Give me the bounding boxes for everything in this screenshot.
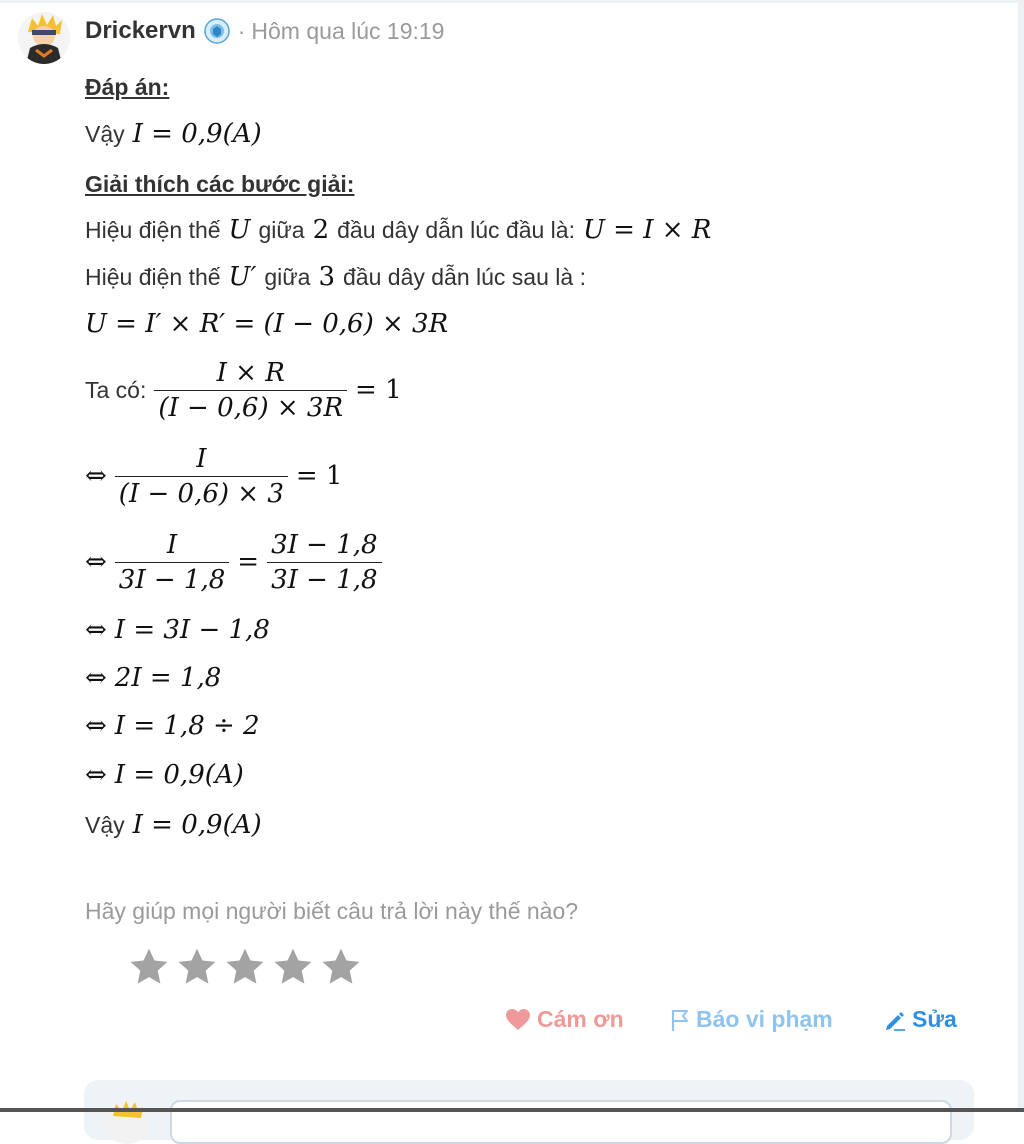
author-name[interactable]: Drickervn	[85, 17, 196, 44]
line1-text-c: đầu dây dẫn lúc đầu là:	[337, 216, 575, 243]
step-1: I = 3I − 1,8	[114, 615, 270, 645]
post-timestamp: Hôm qua lúc 19:19	[251, 17, 445, 44]
answer-prefix: Vậy	[85, 120, 125, 147]
post-header	[85, 14, 444, 48]
star-icon-3[interactable]	[224, 946, 266, 988]
line2-text-b: giữa	[264, 263, 311, 290]
top-border	[0, 0, 1024, 3]
math-expand: U = I′ × R′ = (I − 0,6) × 3R	[85, 309, 449, 339]
rank-badge-icon	[204, 18, 230, 44]
explain-line-1	[85, 212, 711, 248]
star-icon-1[interactable]	[128, 946, 170, 988]
heart-icon	[505, 1008, 531, 1032]
math-U: U	[228, 215, 251, 245]
star-icon-5[interactable]	[320, 946, 362, 988]
right-border	[1018, 0, 1024, 1112]
final-math: I = 0,9(A)	[132, 810, 262, 840]
explain-line-4	[85, 350, 402, 430]
author-avatar[interactable]	[18, 12, 70, 64]
answer-math: I = 0,9(A)	[132, 119, 262, 149]
math-two: 2	[312, 215, 330, 245]
fraction-3-left-numerator: I	[166, 529, 178, 560]
explain-heading: Giải thích các bước giải:	[85, 170, 355, 197]
fraction-1-denominator: (I − 0,6) × 3R	[154, 390, 347, 423]
taco-label: Ta có:	[85, 376, 147, 403]
meta-separator: ·	[237, 17, 246, 44]
bottom-edge	[0, 1108, 1024, 1112]
iff-symbol: ⇔	[85, 461, 107, 491]
edit-label: Sửa	[912, 1006, 957, 1032]
step-4: I = 0,9(A)	[114, 760, 244, 790]
report-label: Báo vi phạm	[696, 1006, 833, 1032]
fraction-3-right	[267, 530, 381, 595]
equals-sign: =	[237, 547, 260, 577]
line1-text-a: Hiệu điện thế	[85, 216, 221, 243]
thanks-label: Cám ơn	[537, 1006, 624, 1032]
star-icon-2[interactable]	[176, 946, 218, 988]
rating-question: Hãy giúp mọi người biết câu trả lời này thế nào?	[85, 898, 579, 924]
rating-stars	[128, 946, 362, 988]
math-three: 3	[318, 262, 336, 292]
iff-symbol: ⇔	[85, 615, 107, 645]
explain-line-9	[85, 707, 260, 745]
line1-text-b: giữa	[258, 216, 305, 243]
explain-line-5	[85, 436, 342, 516]
fraction-1-rhs: = 1	[355, 375, 402, 405]
pencil-icon	[884, 1009, 906, 1031]
flag-icon	[670, 1008, 690, 1032]
fraction-2	[115, 444, 288, 509]
report-button[interactable]	[670, 1006, 833, 1033]
explain-line-6	[85, 522, 390, 602]
iff-symbol: ⇔	[85, 711, 107, 741]
step-3: I = 1,8 ÷ 2	[114, 711, 260, 741]
comment-input[interactable]	[170, 1100, 952, 1144]
fraction-3-right-denominator: 3I − 1,8	[267, 562, 381, 595]
fraction-3-right-numerator: 3I − 1,8	[271, 529, 378, 560]
iff-symbol: ⇔	[85, 547, 107, 577]
final-prefix: Vậy	[85, 811, 125, 838]
iff-symbol: ⇔	[85, 760, 107, 790]
post-actions	[0, 1006, 1024, 1042]
edit-button[interactable]	[884, 1006, 957, 1033]
fraction-2-rhs: = 1	[295, 461, 343, 491]
fraction-2-denominator: (I − 0,6) × 3	[115, 476, 288, 509]
explain-line-8	[85, 659, 221, 697]
explain-line-7	[85, 611, 270, 649]
line2-text-a: Hiệu điện thế	[85, 263, 221, 290]
explain-line-3	[85, 305, 448, 343]
math-U-eq: U = I × R	[582, 215, 712, 245]
step-2: 2I = 1,8	[114, 663, 222, 693]
post-meta	[238, 18, 445, 45]
math-U-prime: U′	[228, 262, 257, 292]
fraction-1-numerator: I × R	[216, 357, 285, 388]
answer-line	[85, 116, 262, 152]
thanks-button[interactable]	[505, 1006, 624, 1033]
explain-final	[85, 806, 262, 844]
explain-line-2	[85, 259, 586, 295]
fraction-2-numerator: I	[196, 443, 207, 474]
fraction-3-left-denominator: 3I − 1,8	[115, 562, 229, 595]
answer-heading: Đáp án:	[85, 73, 170, 100]
star-icon-4[interactable]	[272, 946, 314, 988]
commenter-avatar	[104, 1098, 150, 1144]
iff-symbol: ⇔	[85, 663, 107, 693]
explain-line-10	[85, 756, 244, 794]
fraction-3-left	[115, 530, 229, 595]
line2-text-c: đầu dây dẫn lúc sau là :	[343, 263, 586, 290]
fraction-1	[154, 358, 347, 423]
